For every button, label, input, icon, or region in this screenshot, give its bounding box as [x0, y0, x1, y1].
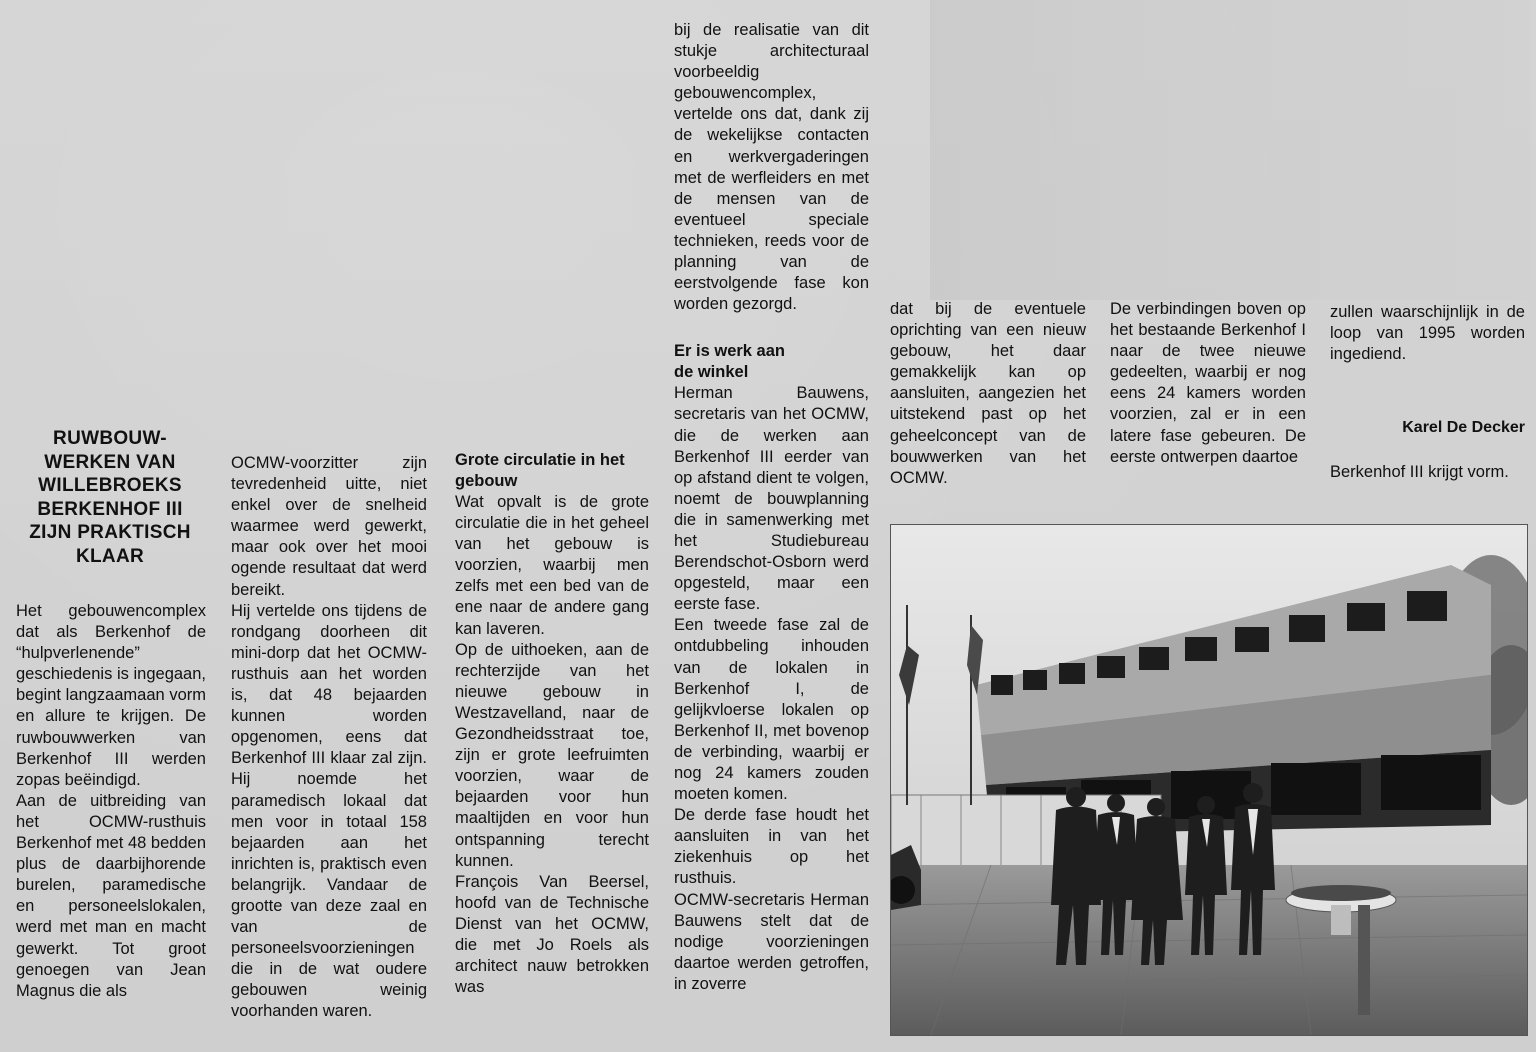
- section-subhead: Grote circulatie in het gebouw: [455, 451, 625, 490]
- paragraph: Het gebouwencomplex dat als Berkenhof de “hulpverlenende” geschiedenis is ingegaan, begint langzaamaan vorm en allure te krijgen. De ruwbouwwerken van Berkenhof III werden zopas beëindigd.: [16, 602, 206, 789]
- author-byline: Karel De Decker: [1402, 419, 1525, 436]
- paragraph: Aan de uitbreiding van het OCMW-rusthuis Berkenhof met 48 bedden plus de daarbijhorende burelen, paramedische en personeelslokalen, werd met man en macht gewerkt. Tot groot genoegen van Jean Magnus die als: [16, 791, 206, 1000]
- headline-line: KLAAR: [76, 545, 144, 567]
- photo-caption: Berkenhof III krijgt vorm.: [1330, 463, 1509, 481]
- headline-line: RUWBOUW-: [53, 428, 167, 449]
- text-column-3: [455, 450, 649, 998]
- paragraph: Herman Bauwens, secretaris van het OCMW, die de werken aan Berkenhof III eerder van op afstand dient te volgen, noemt de bouwplanning die in samenwerking met het Studiebureau Berendschot-Osborn werd opgesteld, maar een eerste fase.: [674, 384, 869, 614]
- text-column-4: [674, 20, 869, 995]
- text-column-6: [1110, 299, 1306, 468]
- building-photo: [890, 524, 1528, 1036]
- photo-illustration: [891, 525, 1527, 1035]
- headline-line: ZIJN PRAKTISCH: [29, 522, 191, 543]
- paragraph: Wat opvalt is de grote circulatie die in het geheel van het gebouw is voorzien, waarbij men zelfs met een bed van de ene naar de andere gang kan laveren.: [455, 493, 649, 638]
- paragraph: Een tweede fase zal de ontdubbeling inhouden van de lokalen in Berkenhof I, de gelijkvloerse lokalen op Berkenhof II, met bovenop de verbinding, waarbij er nog 24 kamers zouden moeten komen.: [674, 616, 869, 804]
- paragraph: OCMW-secretaris Herman Bauwens stelt dat de nodige voorzieningen daartoe werden getroffen, in zoverre: [674, 890, 869, 993]
- background-bleed-area: [930, 0, 1530, 300]
- paragraph: OCMW-voorzitter zijn tevredenheid uitte, niet enkel over de snelheid waarmee werd gewerkt, maar ook over het mooi ogende resultaat dat werd bereikt.: [231, 454, 427, 599]
- headline-line: BERKENHOF III: [37, 498, 183, 520]
- paragraph: zullen waarschijnlijk in de loop van 1995 worden ingediend.: [1330, 303, 1525, 364]
- text-column-1: [16, 601, 206, 1002]
- section-subhead: Er is werk aan de winkel: [674, 342, 785, 382]
- text-column-7: [1330, 302, 1525, 365]
- paragraph: dat bij de eventuele oprichting van een nieuw gebouw, het daar gemakkelijk kan op aansluiten, aangezien het uitstekend past op het geheelconcept van de bouwwerken van het OCMW.: [890, 300, 1086, 487]
- paragraph: François Van Beersel, hoofd van de Technische Dienst van het OCMW, die met Jo Roels als architect nauw betrokken was: [455, 872, 649, 997]
- text-column-2: [231, 453, 427, 1023]
- headline-line: WERKEN VAN: [44, 451, 176, 473]
- paragraph: De verbindingen boven op het bestaande Berkenhof I naar de twee nieuwe gedeelten, waarbij er nog eens 24 kamers worden voorzien, zal er in een latere fase gebeuren. De eerste ontwerpen daartoe: [1110, 300, 1306, 466]
- paragraph: De derde fase houdt het aansluiten in van het ziekenhuis op het rusthuis.: [674, 806, 869, 888]
- paragraph: Op de uithoeken, aan de rechterzijde van het nieuwe gebouw in Westzavelland, naar de Gezondheidsstraat toe, zijn er grote leefruimten voorzien, waar de bejaarden voor hun maaltijden en voor hun ontspanning terecht kunnen.: [455, 640, 649, 870]
- paragraph: Hij vertelde ons tijdens de rondgang doorheen dit mini-dorp dat het OCMW-rusthuis aan het worden is, dat 48 bejaarden kunnen worden opgenomen, eens dat Berkenhof III klaar zal zijn. Hij noemde het paramedisch lokaal dat men voor in totaal 158 bejaarden aan het inrichten is, praktisch even belangrijk. Vandaar de grootte van deze zaal en van de personeelsvoorzieningen die in de wat oudere gebouwen weinig voorhanden waren.: [231, 601, 427, 1021]
- headline-line: WILLEBROEKS: [38, 475, 182, 496]
- paragraph: bij de realisatie van dit stukje architecturaal voorbeeldig gebouwencomplex, vertelde ons dat, dank zij de wekelijkse contacten en werkvergaderingen met de werfleiders en met de mensen van de eventueel speciale technieken, reeds voor de planning van de eerstvolgende fase kon worden gezorgd.: [674, 21, 869, 314]
- article-headline: [10, 427, 210, 568]
- text-column-5: [890, 299, 1086, 489]
